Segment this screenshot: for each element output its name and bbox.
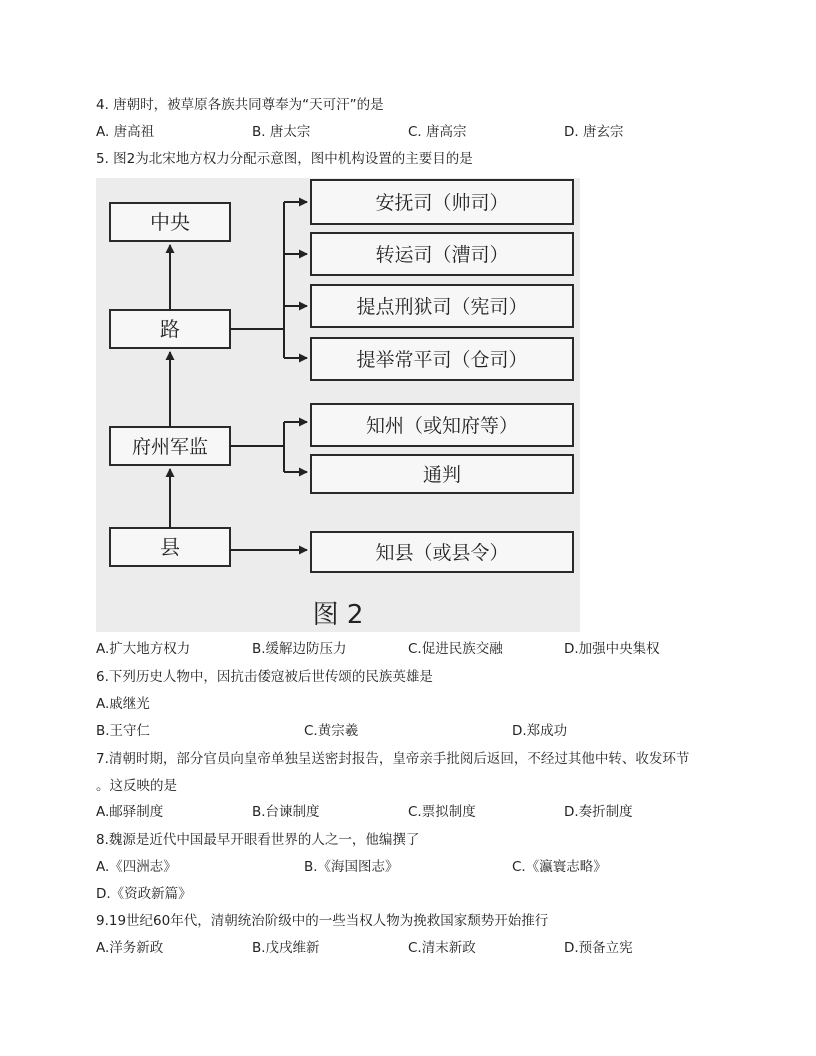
q4-option-d[interactable]: D. 唐玄宗 <box>564 124 624 140</box>
box-zhizhou <box>311 404 573 446</box>
q4-stem: 4. 唐朝时，被草原各族共同尊奉为“天可汗”的是 <box>96 97 384 113</box>
svg-text:路: 路 <box>160 317 180 341</box>
q5-option-c[interactable]: C.促进民族交融 <box>408 641 503 657</box>
q8-option-d[interactable]: D.《资政新篇》 <box>96 886 192 902</box>
q8-option-b[interactable]: B.《海国图志》 <box>304 859 399 875</box>
svg-text:提举常平司（仓司）: 提举常平司（仓司） <box>356 349 528 371</box>
box-prefecture <box>110 427 230 465</box>
svg-text:提点刑狱司（宪司）: 提点刑狱司（宪司） <box>356 296 528 318</box>
q5-stem: 5. 图2为北宋地方权力分配示意图，图中机构设置的主要目的是 <box>96 151 473 167</box>
q8-option-a[interactable]: A.《四洲志》 <box>96 859 177 875</box>
svg-text:通判: 通判 <box>422 464 462 486</box>
q4-option-b[interactable]: B. 唐太宗 <box>252 124 311 140</box>
figure-caption: 图 2 <box>312 600 364 630</box>
q7-option-b[interactable]: B.台谏制度 <box>252 804 320 820</box>
q5-option-b[interactable]: B.缓解边防压力 <box>252 641 347 657</box>
box-zhixian <box>311 532 573 572</box>
q6-option-d[interactable]: D.郑成功 <box>512 723 568 739</box>
song-power-diagram <box>96 178 580 632</box>
box-zhuanyunsi <box>311 233 573 275</box>
svg-text:转运司（漕司）: 转运司（漕司） <box>375 244 509 266</box>
q8-stem: 8.魏源是近代中国最早开眼看世界的人之一，他编撰了 <box>96 832 420 848</box>
box-anfusi <box>311 180 573 224</box>
q6-option-b[interactable]: B.王守仁 <box>96 723 151 739</box>
q5-option-a[interactable]: A.扩大地方权力 <box>96 641 191 657</box>
box-tijuchangpingsi <box>311 338 573 380</box>
svg-text:知县（或县令）: 知县（或县令） <box>375 542 509 564</box>
box-tongpan <box>311 455 573 493</box>
box-central <box>110 203 230 241</box>
q9-option-c[interactable]: C.清末新政 <box>408 940 476 956</box>
q6-option-a[interactable]: A.戚继光 <box>96 696 150 712</box>
q9-option-d[interactable]: D.预备立宪 <box>564 940 633 956</box>
svg-text:府州军监: 府州军监 <box>131 436 209 458</box>
q7-stem-line1: 7.清朝时期，部分官员向皇帝单独呈送密封报告，皇帝亲手批阅后返回，不经过其他中转、收发环节 <box>96 751 690 767</box>
q6-stem: 6.下列历史人物中，因抗击倭寇被后世传颂的民族英雄是 <box>96 669 433 685</box>
q9-stem: 9.19世纪60年代，清朝统治阶级中的一些当权人物为挽救国家颓势开始推行 <box>96 913 549 929</box>
svg-text:县: 县 <box>160 535 180 559</box>
q7-option-d[interactable]: D.奏折制度 <box>564 804 633 820</box>
box-route <box>110 310 230 348</box>
q7-stem-line2: 。这反映的是 <box>96 778 177 794</box>
svg-text:安抚司（帅司）: 安抚司（帅司） <box>375 192 509 214</box>
q9-option-b[interactable]: B.戊戌维新 <box>252 940 320 956</box>
q5-option-d[interactable]: D.加强中央集权 <box>564 641 660 657</box>
box-tidianxingyusi <box>311 285 573 327</box>
q4-option-a[interactable]: A. 唐高祖 <box>96 124 155 140</box>
q7-option-c[interactable]: C.票拟制度 <box>408 804 476 820</box>
box-county <box>110 528 230 566</box>
q9-option-a[interactable]: A.洋务新政 <box>96 940 164 956</box>
q8-option-c[interactable]: C.《瀛寰志略》 <box>512 859 607 875</box>
q4-option-c[interactable]: C. 唐高宗 <box>408 124 467 140</box>
svg-text:知州（或知府等）: 知州（或知府等） <box>365 415 519 437</box>
svg-text:中央: 中央 <box>150 210 190 234</box>
q7-option-a[interactable]: A.邮驿制度 <box>96 804 164 820</box>
q6-option-c[interactable]: C.黄宗羲 <box>304 723 359 739</box>
